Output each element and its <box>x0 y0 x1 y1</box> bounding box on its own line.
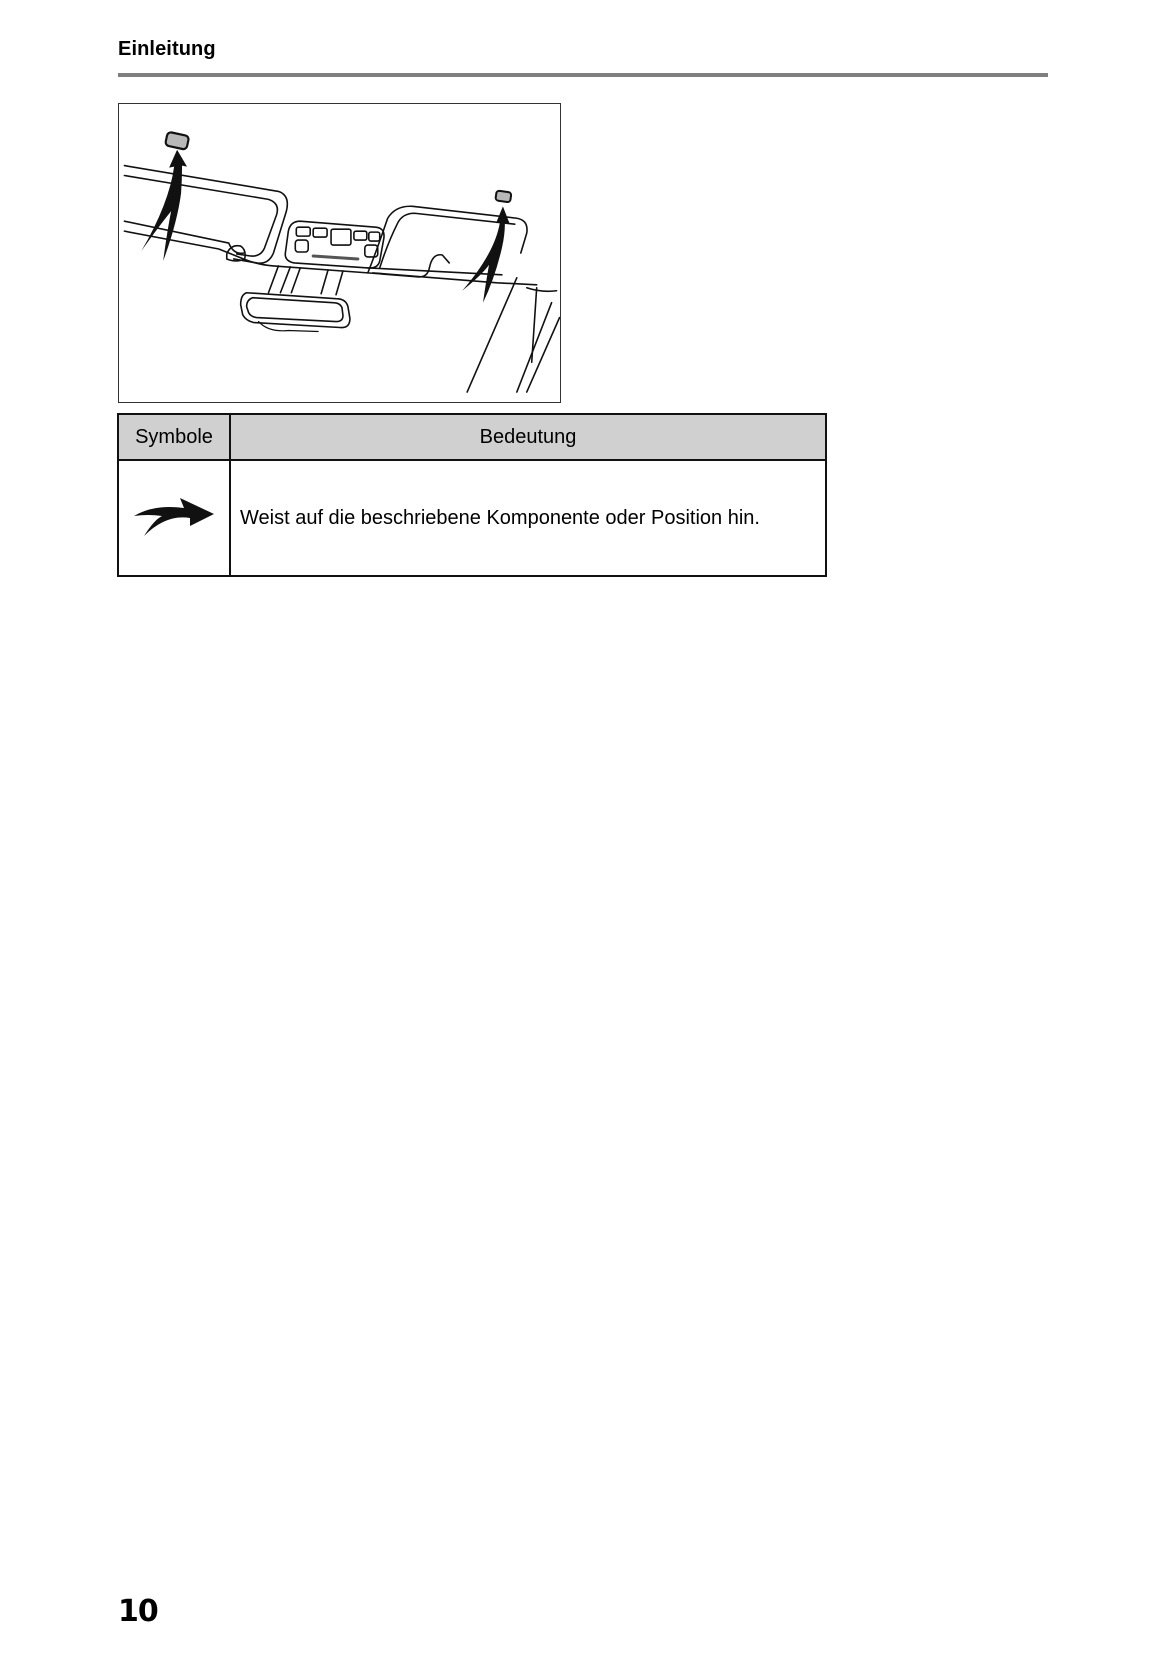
header-rule <box>118 73 1048 77</box>
symbol-table <box>117 413 827 577</box>
symbol-cell <box>118 460 230 576</box>
meaning-cell: Weist auf die beschriebene Komponente oder Position hin. <box>230 460 826 576</box>
headliner-illustration <box>118 103 561 403</box>
pointer-arrow-icon <box>141 150 187 261</box>
curved-pointer-arrow-icon <box>132 490 216 540</box>
table-header-row <box>118 414 826 460</box>
table-row <box>118 460 826 576</box>
page-number: 10 <box>118 1594 158 1629</box>
column-header-meaning: Bedeutung <box>230 414 826 460</box>
section-title: Einleitung <box>118 38 216 60</box>
column-header-symbol: Symbole <box>118 414 230 460</box>
headliner-drawing <box>119 104 560 402</box>
